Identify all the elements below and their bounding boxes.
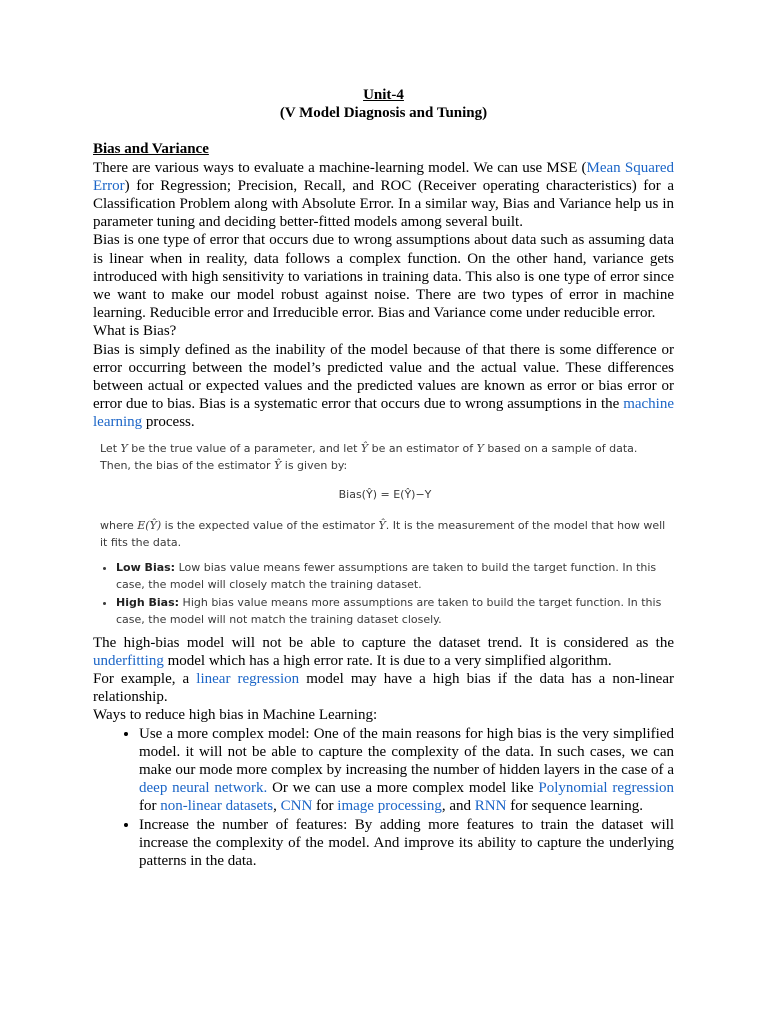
section-title: Bias and Variance bbox=[93, 141, 209, 158]
paragraph-example: For example, a linear regression model may have a high bias if the data has a non-linear relationship. bbox=[93, 671, 674, 706]
reduce-bias-list bbox=[93, 725, 674, 871]
link-underfitting[interactable]: underfitting bbox=[93, 652, 164, 669]
list-item-high-bias: • High Bias: High bias value means more assumptions are taken to build the target function. In this case, the model will not match the training dataset closely. bbox=[116, 594, 670, 628]
paragraph-bias-definition: Bias is one type of error that occurs due to wrong assumptions about data such as assuming data is linear when in reality, data follows a complex function. On the other hand, variance gets introduced with high sensitivity to variations in training data. This also is one type of error since we want to make our model robust against noise. There are two types of error in machine learning. Reducible error and Irreducible error. Bias and Variance come under reducible error. bbox=[93, 232, 674, 322]
unit-title: Unit-4 bbox=[363, 87, 404, 103]
paragraph-bias-explained: Bias is simply defined as the inability of the model because of that there is some difference or error occurring between the model’s predicted value and the actual value. These differences between actual or expected values and the predicted values are known as error or bias error or error due to bias. Bias is a systematic error that occurs due to wrong assumptions in the machine learning process. bbox=[93, 341, 674, 431]
paragraph-evaluation: There are various ways to evaluate a machine-learning model. We can use MSE (Mean Squared Error) for Regression; Precision, Recall, and ROC (Receiver operating characteristics) for a Classification Problem along with Absolute Error. In a similar way, Bias and Variance help us in parameter tuning and deciding better-fitted models among several built. bbox=[93, 159, 675, 231]
link-image-processing[interactable]: image processing bbox=[337, 798, 442, 815]
link-polynomial-regression[interactable]: Polynomial regression bbox=[538, 780, 674, 797]
list-item-more-features: • Increase the number of features: By adding more features to train the dataset will increase the complexity of the model. And improve its ability to capture the underlying patterns in the data. bbox=[139, 816, 674, 871]
list-item-low-bias: • Low Bias: Low bias value means fewer assumptions are taken to build the target function. In this case, the model will closely match the training dataset. bbox=[116, 559, 670, 593]
paragraph-ways-to-reduce: Ways to reduce high bias in Machine Learning: bbox=[93, 707, 378, 724]
document-content bbox=[93, 86, 674, 870]
unit-subtitle: (V Model Diagnosis and Tuning) bbox=[279, 105, 488, 122]
link-cnn[interactable]: CNN bbox=[280, 798, 313, 815]
paragraph-high-bias-model: The high-bias model will not be able to capture the dataset trend. It is considered as the underfitting model which has a high error rate. It is due to a very simplified algorithm. bbox=[93, 634, 674, 669]
embedded-intro: Let Y be the true value of a parameter, and let Ŷ be an estimator of Y based on a sample of data. Then, the bias of the estimator Ŷ is given by: bbox=[100, 441, 638, 472]
link-rnn[interactable]: RNN bbox=[474, 798, 507, 815]
link-linear-regression[interactable]: linear regression bbox=[196, 671, 300, 688]
embedded-where: where E(Ŷ) is the expected value of the estimator Ŷ. It is the measurement of the model that how well it fits the data. bbox=[100, 518, 666, 549]
link-mean-squared-error[interactable]: Mean Squared Error bbox=[93, 159, 675, 194]
embedded-bias-figure bbox=[100, 440, 670, 628]
question-what-is-bias: What is Bias? bbox=[93, 323, 177, 340]
link-machine-learning[interactable]: machine learning bbox=[93, 396, 674, 431]
link-deep-neural-network[interactable]: deep neural network. bbox=[139, 780, 268, 797]
link-non-linear-datasets[interactable]: non-linear datasets bbox=[160, 798, 274, 815]
bias-types-list bbox=[100, 559, 670, 628]
bias-formula: Bias(Ŷ) = E(Ŷ)−Y bbox=[338, 487, 432, 501]
list-item-complex-model: • Use a more complex model: One of the main reasons for high bias is the very simplified model. it will not be able to capture the complexity of the data. In such cases, we can make our mode more complex by increasing the number of hidden layers in the case of a deep neural network. Or we can use a more complex model like Polynomial regression for non-linear datasets, CNN for image processing, and RNN for sequence learning. bbox=[139, 725, 674, 816]
